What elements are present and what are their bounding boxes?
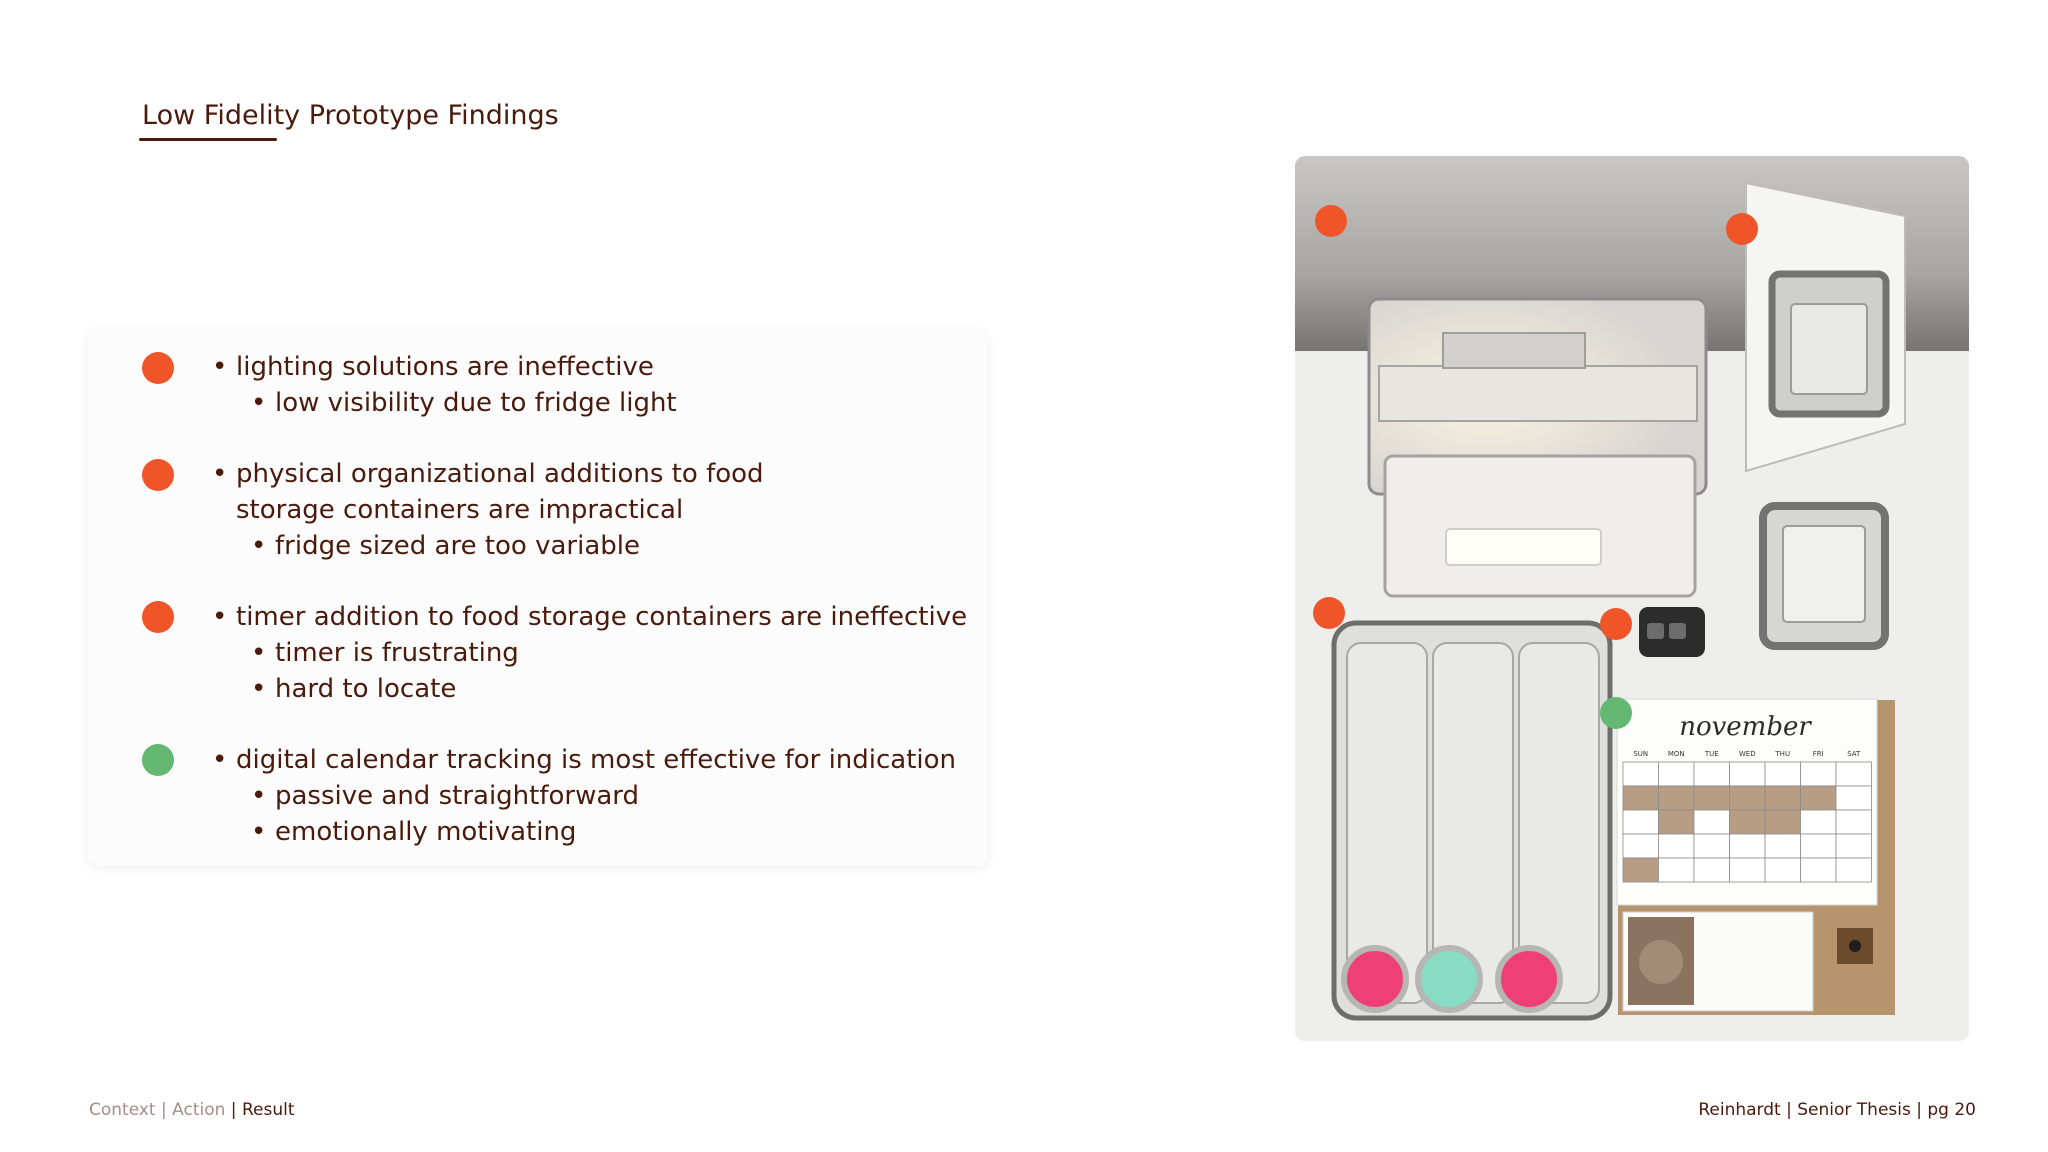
footer-page-info: Reinhardt | Senior Thesis | pg 20 (1698, 1100, 1976, 1120)
calendar-cell (1694, 834, 1730, 858)
calendar-cell (1659, 786, 1695, 810)
lighting-shelf (1369, 299, 1706, 596)
calendar-cell (1801, 858, 1837, 882)
calendar-grid (1623, 762, 1872, 882)
finding-subpoint: • passive and straightforward (275, 778, 639, 814)
page-title-underlined: Low Fidelity (142, 100, 301, 131)
calendar-board (1617, 699, 1895, 1015)
calendar-cell (1623, 810, 1659, 834)
calendar-cell (1623, 858, 1659, 882)
calendar-cell (1659, 810, 1695, 834)
finding-subpoint: • hard to locate (275, 671, 456, 707)
calendar-cell (1836, 834, 1872, 858)
calendar-cell (1765, 762, 1801, 786)
timer-device (1639, 607, 1705, 657)
prototype-illustration (1295, 156, 1969, 1041)
status-dot-negative (142, 601, 174, 633)
breadcrumb-context[interactable]: Context (89, 1100, 156, 1120)
calendar-cell (1765, 810, 1801, 834)
calendar-cell (1765, 858, 1801, 882)
calendar-day-header: FRI (1812, 750, 1824, 758)
marker-negative (1726, 213, 1758, 245)
calendar-day-header: SAT (1847, 750, 1861, 758)
calendar-cell (1765, 834, 1801, 858)
calendar-cell (1836, 762, 1872, 786)
title-underline (139, 138, 277, 141)
calendar-cell (1836, 810, 1872, 834)
calendar-cell (1694, 810, 1730, 834)
calendar-day-header: MON (1667, 750, 1685, 758)
marker-negative (1315, 205, 1347, 237)
calendar-cell (1730, 810, 1766, 834)
findings-card (88, 329, 988, 866)
finding-subpoint: • fridge sized are too variable (275, 528, 640, 564)
marker-negative (1313, 597, 1345, 629)
marker-negative (1600, 608, 1632, 640)
breadcrumb-separator: | (225, 1100, 242, 1120)
calendar-cell (1694, 786, 1730, 810)
calendar-day-header: THU (1775, 750, 1791, 758)
finding-subpoint: • emotionally motivating (275, 814, 576, 850)
calendar-cell (1801, 810, 1837, 834)
finding-text: • lighting solutions are ineffective (236, 349, 936, 385)
finding-text: • digital calendar tracking is most effective for indication (236, 742, 976, 778)
calendar-cell (1801, 762, 1837, 786)
calendar-cell (1730, 858, 1766, 882)
finding-subpoint: • low visibility due to fridge light (275, 385, 677, 421)
marker-positive (1600, 697, 1632, 729)
section-breadcrumb (89, 1100, 294, 1120)
calendar-cell (1694, 762, 1730, 786)
calendar-cell (1836, 858, 1872, 882)
calendar-month: november (1679, 712, 1811, 742)
container-rack (1746, 183, 1905, 646)
calendar-cell (1623, 786, 1659, 810)
calendar-cell (1659, 834, 1695, 858)
calendar-cell (1801, 786, 1837, 810)
page-title-rest: Prototype Findings (300, 100, 559, 131)
drawer-organizer (1334, 623, 1610, 1018)
calendar-cell (1659, 858, 1695, 882)
calendar-cell (1659, 762, 1695, 786)
prototype-photo (1295, 156, 1969, 1041)
breadcrumb-result[interactable]: Result (241, 1100, 295, 1120)
calendar-cell (1694, 858, 1730, 882)
finding-text: • timer addition to food storage containers are ineffective (236, 599, 976, 635)
calendar-cell (1623, 762, 1659, 786)
breadcrumb-separator: | (155, 1100, 173, 1120)
calendar-cell (1836, 786, 1872, 810)
calendar-cell (1801, 834, 1837, 858)
calendar-cell (1730, 834, 1766, 858)
status-dot-negative (142, 459, 174, 491)
status-dot-negative (142, 352, 174, 384)
finding-subpoint: • timer is frustrating (275, 635, 519, 671)
calendar-cell (1730, 786, 1766, 810)
calendar-cell (1730, 762, 1766, 786)
calendar-day-header: TUE (1704, 750, 1719, 758)
status-dot-positive (142, 744, 174, 776)
calendar-day-header: WED (1738, 750, 1756, 758)
breadcrumb-action[interactable]: Action (172, 1100, 226, 1120)
finding-text: • physical organizational additions to food storage containers are impractical (236, 456, 846, 528)
calendar-day-header: SUN (1633, 750, 1649, 758)
page-title (142, 100, 559, 131)
calendar-cell (1765, 786, 1801, 810)
calendar-cell (1623, 834, 1659, 858)
